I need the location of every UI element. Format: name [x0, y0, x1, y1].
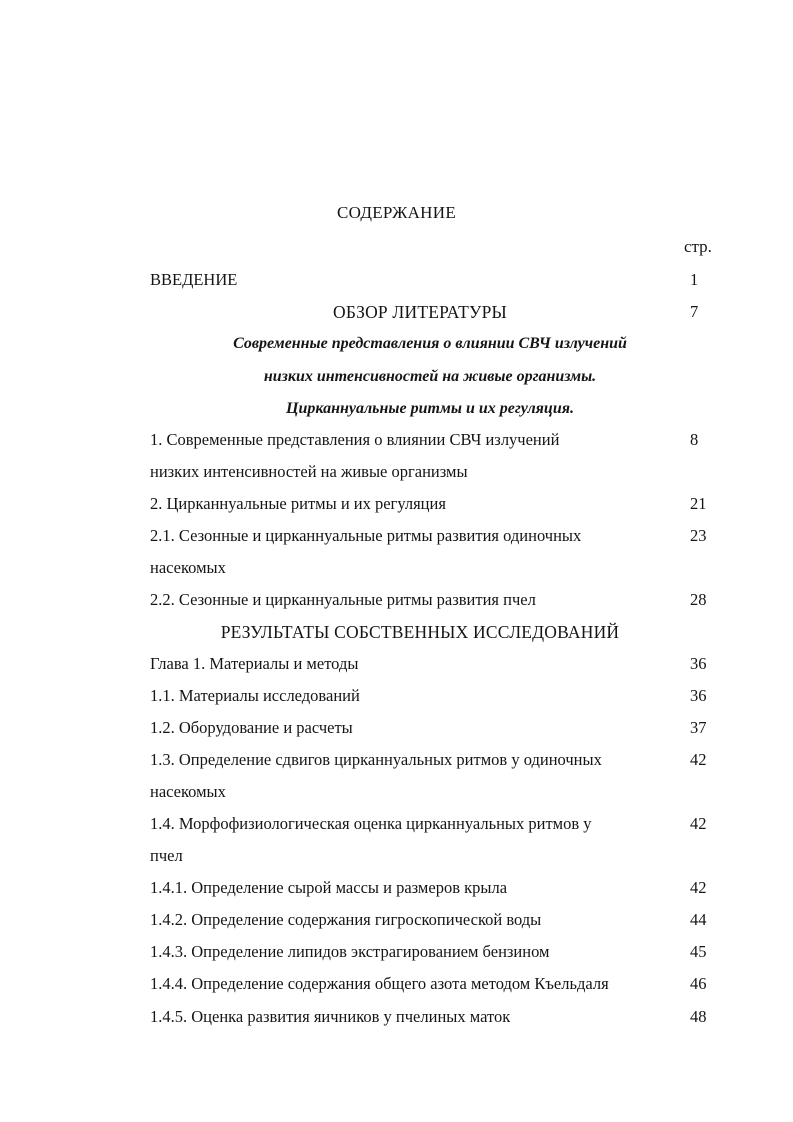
toc-entry-text: Глава 1. Материалы и методы [150, 654, 359, 673]
toc-entry [150, 648, 710, 680]
toc-entry [150, 744, 710, 776]
toc-entry-page: 42 [690, 750, 707, 769]
toc-entry-text: 1.4.1. Определение сырой массы и размеров крыла [150, 878, 508, 897]
toc-entry [150, 1001, 710, 1033]
toc-entry-text: 1.1. Материалы исследований [150, 686, 360, 705]
toc-section-heading [150, 616, 710, 648]
toc-entry-page: 28 [690, 590, 707, 609]
toc-entry-page: 37 [690, 718, 707, 737]
toc-entry-text: 1.4. Морфофизиологическая оценка цирканнуальных ритмов у [150, 814, 592, 833]
toc-entry [150, 936, 710, 968]
page-title: СОДЕРЖАНИЕ [336, 203, 457, 222]
toc-entry-page: 8 [690, 430, 699, 449]
toc-entry [150, 424, 710, 456]
toc-entry-page: 7 [690, 302, 699, 321]
toc-entry-page: 36 [690, 654, 707, 673]
section-subtitle-line: низких интенсивностей на живые организмы. [263, 368, 597, 385]
toc-entry-continuation: насекомых [150, 782, 226, 801]
toc-entry-text: 1. Современные представления о влиянии СВЧ излучений [150, 430, 560, 449]
toc-entry-page: 1 [690, 270, 699, 289]
toc-entry-text: 2. Цирканнуальные ритмы и их регуляция [150, 494, 446, 513]
toc-entry-page: 44 [690, 910, 707, 929]
toc-entry [150, 904, 710, 936]
toc-entry-page: 42 [690, 814, 707, 833]
toc-entry-page: 42 [690, 878, 707, 897]
toc-entry-page: 46 [690, 974, 707, 993]
toc-entry-continuation: пчел [150, 846, 183, 865]
toc-entry [150, 968, 710, 1000]
toc-entry-page: 21 [690, 494, 707, 513]
section-subtitle-line: Цирканнуальные ритмы и их регуляция. [286, 400, 574, 417]
toc-entry-text: РЕЗУЛЬТАТЫ СОБСТВЕННЫХ ИССЛЕДОВАНИЙ [220, 622, 620, 642]
toc-section-heading [150, 296, 710, 328]
toc-entry-text: 1.4.3. Определение липидов экстрагированием бензином [150, 942, 550, 961]
toc-entry-page: 23 [690, 526, 707, 545]
toc-entry-text: ОБЗОР ЛИТЕРАТУРЫ [333, 302, 507, 322]
toc-entry [150, 488, 710, 520]
toc-entry [150, 584, 710, 616]
toc-entry-text: 1.4.5. Оценка развития яичников у пчелиных маток [150, 1007, 511, 1026]
toc-entry [150, 808, 710, 840]
toc-entry-page: 36 [690, 686, 707, 705]
page-column-label: стр. [684, 237, 712, 256]
toc-entry-text: 1.4.2. Определение содержания гигроскопической воды [150, 910, 542, 929]
toc-entry [150, 680, 710, 712]
toc-entry-page: 45 [690, 942, 707, 961]
toc-entry-continuation: насекомых [150, 558, 226, 577]
toc-entry-text: 1.4.4. Определение содержания общего азота методом Къельдаля [150, 974, 609, 993]
toc-entry-text: 2.1. Сезонные и цирканнуальные ритмы развития одиночных [150, 526, 582, 545]
toc-entry-text: ВВЕДЕНИЕ [150, 270, 238, 289]
toc-entry-text: 1.3. Определение сдвигов цирканнуальных ритмов у одиночных [150, 750, 602, 769]
toc-entry-page: 48 [690, 1007, 707, 1026]
section-subtitle-line: Современные представления о влиянии СВЧ излучений [233, 335, 627, 352]
toc-entry-continuation: низких интенсивностей на живые организмы [150, 462, 468, 481]
toc-entry [150, 520, 710, 552]
toc-entry [150, 712, 710, 744]
toc-entry [150, 264, 710, 296]
toc-entry-text: 1.2. Оборудование и расчеты [150, 718, 353, 737]
toc-entry [150, 872, 710, 904]
toc-entry-text: 2.2. Сезонные и цирканнуальные ритмы развития пчел [150, 590, 536, 609]
